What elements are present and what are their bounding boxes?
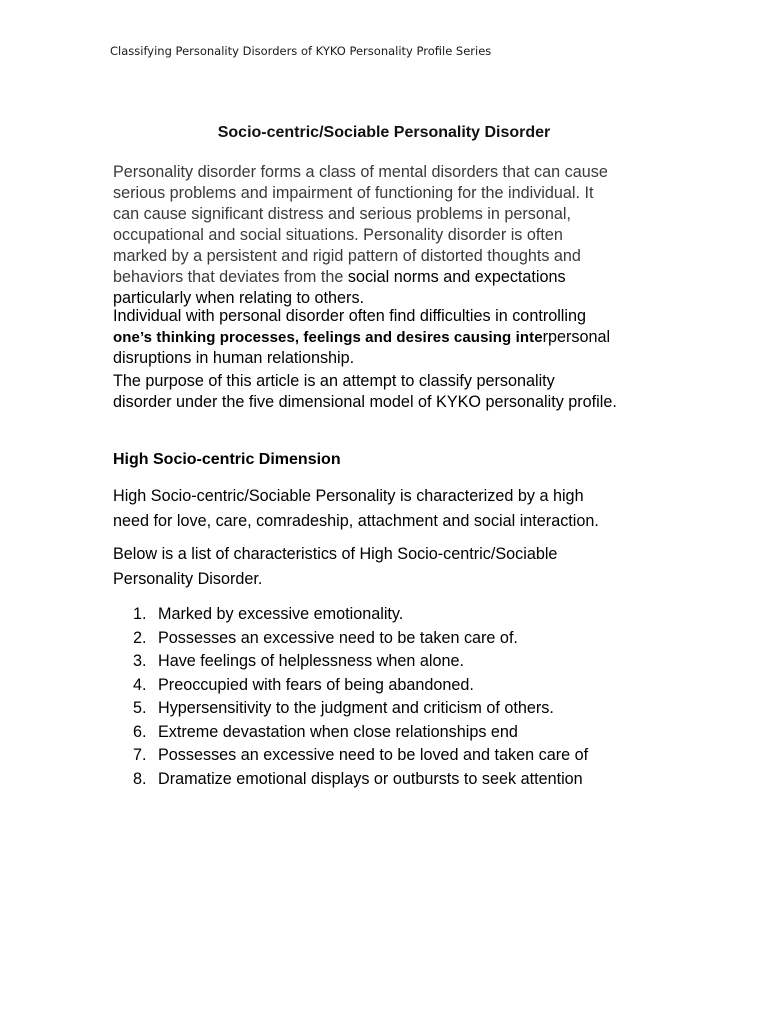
list-number: 5. <box>133 699 147 717</box>
list-number: 1. <box>133 605 147 623</box>
paragraph-line: High Socio-centric/Sociable Personality is characterized by a high <box>113 487 584 505</box>
list-number: 2. <box>133 628 147 647</box>
list-item-text: Hypersensitivity to the judgment and criticism of others. <box>158 699 554 717</box>
characteristics-list <box>113 603 588 791</box>
list-item-text: Extreme devastation when close relationships end <box>158 722 518 741</box>
list-item <box>113 603 588 627</box>
paragraph-line: need for love, care, comradeship, attachment and social interaction. <box>113 512 599 530</box>
bold-phrase: one’s thinking processes, feelings and desires causing inte <box>113 329 543 346</box>
intro-paragraph <box>113 162 703 309</box>
list-item-text: Have feelings of helplessness when alone. <box>158 652 464 670</box>
plain-phrase: rpersonal <box>542 328 611 346</box>
intro-line: marked by a persistent and rigid pattern of distorted thoughts and <box>113 247 581 265</box>
intro-line <box>113 267 703 288</box>
list-item <box>113 697 588 721</box>
paragraph-line: Personality Disorder. <box>113 570 263 588</box>
list-number: 3. <box>133 652 147 670</box>
paragraph-line: Individual with personal disorder often find difficulties in controlling <box>113 307 587 325</box>
paragraph-line: Below is a list of characteristics of High Socio-centric/Sociable <box>113 545 558 563</box>
list-item-text: Possesses an excessive need to be taken care of. <box>158 628 518 647</box>
intro-line: occupational and social situations. Personality disorder is often <box>113 226 563 244</box>
paragraph-line: disruptions in human relationship. <box>113 349 355 367</box>
paragraph-line <box>113 327 703 348</box>
list-number: 7. <box>133 746 147 764</box>
paragraph-line: The purpose of this article is an attempt to classify personality <box>113 372 555 390</box>
section-heading: High Socio-centric Dimension <box>113 451 341 468</box>
list-item <box>113 721 588 745</box>
difficulties-paragraph <box>113 306 703 369</box>
definition-paragraph <box>113 484 703 534</box>
list-item-text: Preoccupied with fears of being abandoned. <box>158 675 474 694</box>
intro-line-dark-part: social norms and expectations <box>347 268 566 286</box>
list-item-text: Possesses an excessive need to be loved and taken care of <box>158 746 589 764</box>
intro-line: particularly when relating to others. <box>113 289 365 307</box>
list-item <box>113 744 588 768</box>
list-number: 6. <box>133 722 147 741</box>
list-item <box>113 627 588 651</box>
paragraph-line: disorder under the five dimensional model of KYKO personality profile. <box>113 393 617 411</box>
intro-line: can cause significant distress and serious problems in personal, <box>113 205 571 223</box>
list-item-text: Marked by excessive emotionality. <box>158 605 404 623</box>
list-item <box>113 650 588 674</box>
list-number: 8. <box>133 769 147 788</box>
list-item <box>113 674 588 698</box>
running-header: Classifying Personality Disorders of KYKO Personality Profile Series <box>110 44 492 58</box>
list-item-text: Dramatize emotional displays or outbursts to seek attention <box>158 769 583 788</box>
list-intro-paragraph <box>113 542 703 592</box>
intro-line: serious problems and impairment of functioning for the individual. It <box>113 184 594 202</box>
list-number: 4. <box>133 675 147 694</box>
intro-line-grey-part: behaviors that deviates from the <box>113 268 348 286</box>
document-title: Socio-centric/Sociable Personality Disorder <box>217 124 551 141</box>
list-item <box>113 768 588 792</box>
intro-line: Personality disorder forms a class of mental disorders that can cause <box>113 163 608 181</box>
purpose-paragraph <box>113 371 703 413</box>
